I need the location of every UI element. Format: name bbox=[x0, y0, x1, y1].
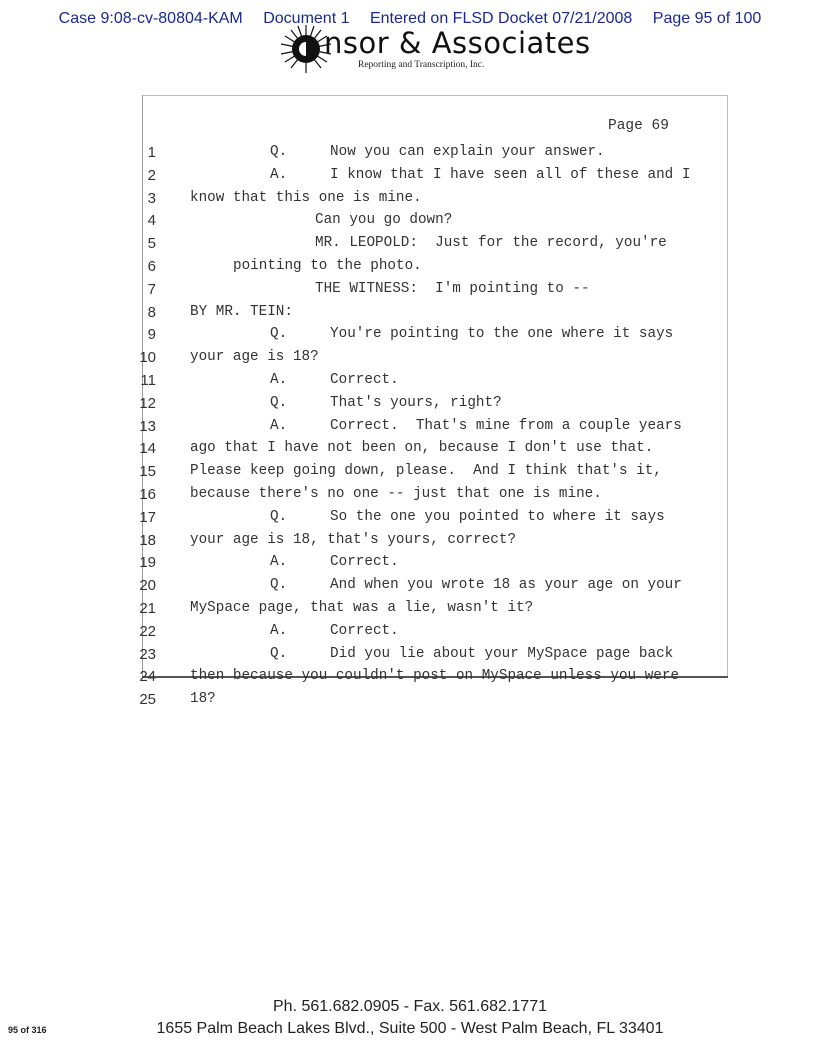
transcript-line bbox=[0, 577, 820, 599]
transcript-line bbox=[0, 190, 820, 212]
line-number: 1 bbox=[147, 144, 156, 161]
line-text: MR. LEOPOLD: Just for the record, you're bbox=[315, 235, 667, 252]
transcript-line bbox=[0, 304, 820, 326]
line-text: Q. Now you can explain your answer. bbox=[270, 144, 605, 160]
line-number: 14 bbox=[139, 440, 156, 458]
line-text: MySpace page, that was a lie, wasn't it? bbox=[190, 600, 534, 616]
transcript-line bbox=[0, 691, 820, 713]
line-text: Q. And when you wrote 18 as your age on your bbox=[270, 577, 682, 594]
line-number: 16 bbox=[139, 486, 156, 503]
line-text: A. Correct. bbox=[270, 554, 399, 571]
pdf-page-count: 95 of 316 bbox=[8, 1025, 47, 1035]
line-number: 9 bbox=[147, 326, 156, 344]
transcript-line bbox=[0, 212, 820, 234]
footer-contact: Ph. 561.682.0905 - Fax. 561.682.1771 bbox=[273, 998, 547, 1015]
line-number: 25 bbox=[139, 691, 156, 709]
transcript-line bbox=[0, 167, 820, 189]
line-number: 6 bbox=[147, 258, 156, 275]
line-text: A. Correct. bbox=[270, 372, 399, 388]
footer-address: 1655 Palm Beach Lakes Blvd., Suite 500 - West Palm Beach, FL 33401 bbox=[156, 1020, 664, 1037]
transcript-line bbox=[0, 281, 820, 303]
line-number: 24 bbox=[139, 668, 156, 686]
transcript-line bbox=[0, 144, 820, 166]
transcript-line bbox=[0, 372, 820, 394]
line-number: 19 bbox=[139, 554, 156, 572]
line-text: 18? bbox=[190, 691, 216, 708]
line-number: 17 bbox=[139, 508, 156, 526]
line-text: Q. That's yours, right? bbox=[270, 394, 502, 411]
transcript-line bbox=[0, 418, 820, 440]
transcript-line bbox=[0, 668, 820, 690]
transcript-line bbox=[0, 600, 820, 622]
line-number: 18 bbox=[139, 531, 156, 549]
line-text: pointing to the photo. bbox=[233, 258, 422, 274]
line-number: 5 bbox=[147, 235, 156, 253]
reporter-logo bbox=[276, 24, 591, 74]
transcript-page-number: Page 69 bbox=[608, 118, 669, 134]
case-number: Case 9:08-cv-80804-KAM bbox=[58, 10, 243, 27]
line-text: A. I know that I have seen all of these and I bbox=[270, 166, 691, 183]
logo-subtitle: Reporting and Transcription, Inc. bbox=[358, 60, 485, 70]
line-text: know that this one is mine. bbox=[190, 189, 422, 206]
line-text: Q. Did you lie about your MySpace page back bbox=[270, 645, 674, 662]
transcript-line bbox=[0, 258, 820, 280]
line-text: A. Correct. That's mine from a couple years bbox=[270, 417, 682, 434]
line-number: 7 bbox=[147, 280, 156, 298]
line-text: your age is 18? bbox=[190, 349, 319, 366]
transcript-line bbox=[0, 623, 820, 645]
transcript-line bbox=[0, 463, 820, 485]
line-number: 12 bbox=[139, 394, 156, 412]
line-text: Q. You're pointing to the one where it says bbox=[270, 326, 674, 343]
transcript-line bbox=[0, 235, 820, 257]
transcript-line bbox=[0, 395, 820, 417]
line-text: your age is 18, that's yours, correct? bbox=[190, 531, 517, 548]
line-text: Please keep going down, please. And I think that's it, bbox=[190, 463, 662, 480]
line-number: 23 bbox=[139, 645, 156, 663]
line-number: 20 bbox=[139, 577, 156, 595]
transcript-line bbox=[0, 326, 820, 348]
document-number: Document 1 bbox=[263, 10, 350, 27]
line-text: because there's no one -- just that one is mine. bbox=[190, 486, 602, 502]
line-number: 2 bbox=[147, 166, 156, 184]
transcript-line bbox=[0, 646, 820, 668]
line-text: BY MR. TEIN: bbox=[190, 303, 293, 320]
line-number: 22 bbox=[139, 622, 156, 640]
transcript-line bbox=[0, 349, 820, 371]
line-number: 13 bbox=[139, 417, 156, 435]
line-number: 15 bbox=[139, 463, 156, 481]
line-number: 21 bbox=[139, 600, 156, 617]
line-number: 4 bbox=[147, 212, 156, 230]
transcript-line bbox=[0, 509, 820, 531]
line-text: A. Correct. bbox=[270, 622, 399, 639]
logo-title: nsor & Associates bbox=[324, 26, 591, 60]
transcript-line bbox=[0, 440, 820, 462]
transcript-line bbox=[0, 532, 820, 554]
line-text: then because you couldn't post on MySpace unless you were bbox=[190, 668, 680, 685]
line-number: 11 bbox=[140, 372, 156, 389]
line-number: 10 bbox=[139, 349, 156, 367]
line-text: ago that I have not been on, because I don't use that. bbox=[190, 440, 654, 457]
docket-page: Page 95 of 100 bbox=[652, 10, 762, 27]
line-text: Can you go down? bbox=[315, 212, 453, 229]
transcript-line bbox=[0, 486, 820, 508]
transcript-line bbox=[0, 554, 820, 576]
line-number: 3 bbox=[147, 189, 156, 207]
docket-entry: Entered on FLSD Docket 07/21/2008 bbox=[369, 10, 633, 27]
line-text: Q. So the one you pointed to where it says bbox=[270, 508, 665, 525]
line-text: THE WITNESS: I'm pointing to -- bbox=[315, 280, 590, 297]
line-number: 8 bbox=[147, 303, 156, 321]
